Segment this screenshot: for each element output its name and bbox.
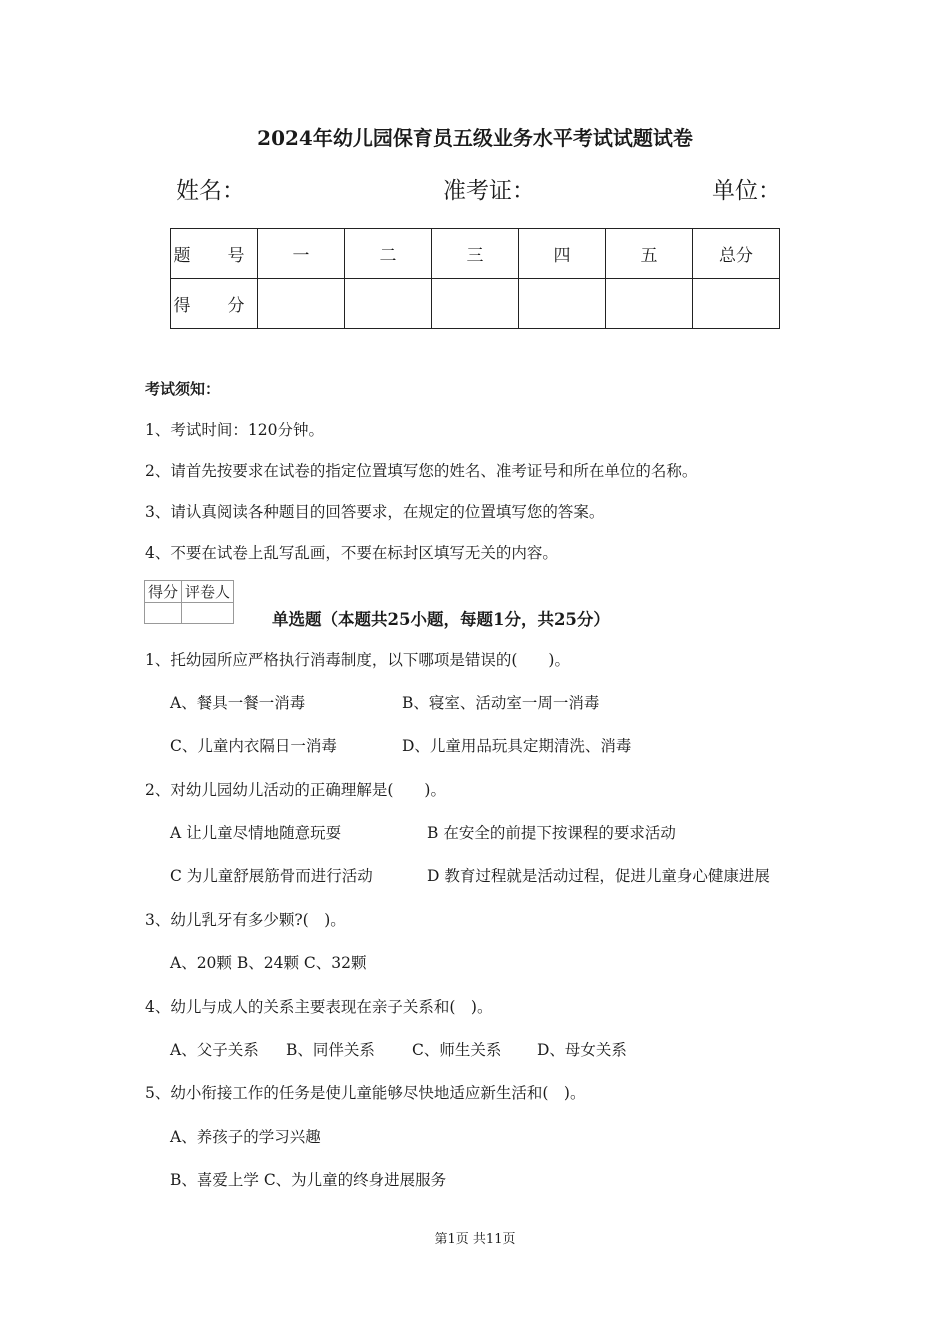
notice-heading: 考试须知： xyxy=(145,380,221,398)
score-cell[interactable] xyxy=(519,279,606,329)
grader-score-label: 得分 xyxy=(145,581,182,603)
question-1-option-d: D、儿童用品玩具定期清洗、消毒 xyxy=(402,737,632,755)
notice-item-2: 2、请首先按要求在试卷的指定位置填写您的姓名、准考证号和所在单位的名称。 xyxy=(145,462,698,480)
grader-box xyxy=(144,580,234,624)
question-5-stem: 5、幼小衔接工作的任务是使儿童能够尽快地适应新生活和( )。 xyxy=(145,1084,586,1102)
question-1-option-b: B、寝室、活动室一周一消毒 xyxy=(402,694,600,712)
question-4-option-b: B、同伴关系 xyxy=(286,1041,375,1059)
unit-field-label: 单位： xyxy=(712,178,781,204)
score-cell[interactable] xyxy=(258,279,345,329)
notice-item-1: 1、考试时间：120分钟。 xyxy=(145,421,324,439)
question-4-stem: 4、幼儿与成人的关系主要表现在亲子关系和( )。 xyxy=(145,998,493,1016)
score-cell[interactable] xyxy=(432,279,519,329)
page-footer: 第1页 共11页 xyxy=(434,1232,516,1247)
score-cell-total[interactable] xyxy=(693,279,780,329)
grader-score-cell[interactable] xyxy=(145,603,182,624)
notice-item-4: 4、不要在试卷上乱写乱画，不要在标封区填写无关的内容。 xyxy=(145,544,558,562)
header-cell-5: 五 xyxy=(606,229,693,279)
section-title: 单选题（本题共25小题，每题1分，共25分） xyxy=(272,610,610,629)
header-cell-total: 总分 xyxy=(693,229,780,279)
header-cell-2: 二 xyxy=(345,229,432,279)
question-2-option-c: C 为儿童舒展筋骨而进行活动 xyxy=(170,867,373,885)
score-cell[interactable] xyxy=(606,279,693,329)
score-table xyxy=(170,228,780,329)
question-3-stem: 3、幼儿乳牙有多少颗?( )。 xyxy=(145,911,346,929)
grader-name-cell[interactable] xyxy=(182,603,234,624)
score-row-label: 得 分 xyxy=(171,279,258,329)
question-1-option-c: C、儿童内衣隔日一消毒 xyxy=(170,737,337,755)
score-cell[interactable] xyxy=(345,279,432,329)
question-4-option-a: A、父子关系 xyxy=(170,1041,259,1059)
header-cell-question-no: 题 号 xyxy=(171,229,258,279)
score-table-score-row xyxy=(171,279,780,329)
question-2-stem: 2、对幼儿园幼儿活动的正确理解是( )。 xyxy=(145,781,446,799)
exam-number-field-label: 准考证： xyxy=(443,178,535,204)
question-2-option-b: B 在安全的前提下按课程的要求活动 xyxy=(427,824,676,842)
question-1-option-a: A、餐具一餐一消毒 xyxy=(170,694,306,712)
notice-item-3: 3、请认真阅读各种题目的回答要求，在规定的位置填写您的答案。 xyxy=(145,503,605,521)
question-5-option-a: A、养孩子的学习兴趣 xyxy=(170,1128,321,1146)
page-title: 2024年幼儿园保育员五级业务水平考试试题试卷 xyxy=(257,126,693,150)
question-2-option-a: A 让儿童尽情地随意玩耍 xyxy=(170,824,342,842)
grader-name-label: 评卷人 xyxy=(182,581,234,603)
header-cell-3: 三 xyxy=(432,229,519,279)
name-field-label: 姓名： xyxy=(176,178,245,204)
question-4-option-d: D、母女关系 xyxy=(537,1041,627,1059)
score-table-header-row xyxy=(171,229,780,279)
question-5-option-bc: B、喜爱上学 C、为儿童的终身进展服务 xyxy=(170,1171,447,1189)
question-3-options: A、20颗 B、24颗 C、32颗 xyxy=(170,954,367,972)
header-cell-4: 四 xyxy=(519,229,606,279)
header-cell-1: 一 xyxy=(258,229,345,279)
question-1-stem: 1、托幼园所应严格执行消毒制度，以下哪项是错误的( )。 xyxy=(145,651,570,669)
question-4-option-c: C、师生关系 xyxy=(412,1041,502,1059)
question-2-option-d: D 教育过程就是活动过程，促进儿童身心健康进展 xyxy=(427,867,770,885)
